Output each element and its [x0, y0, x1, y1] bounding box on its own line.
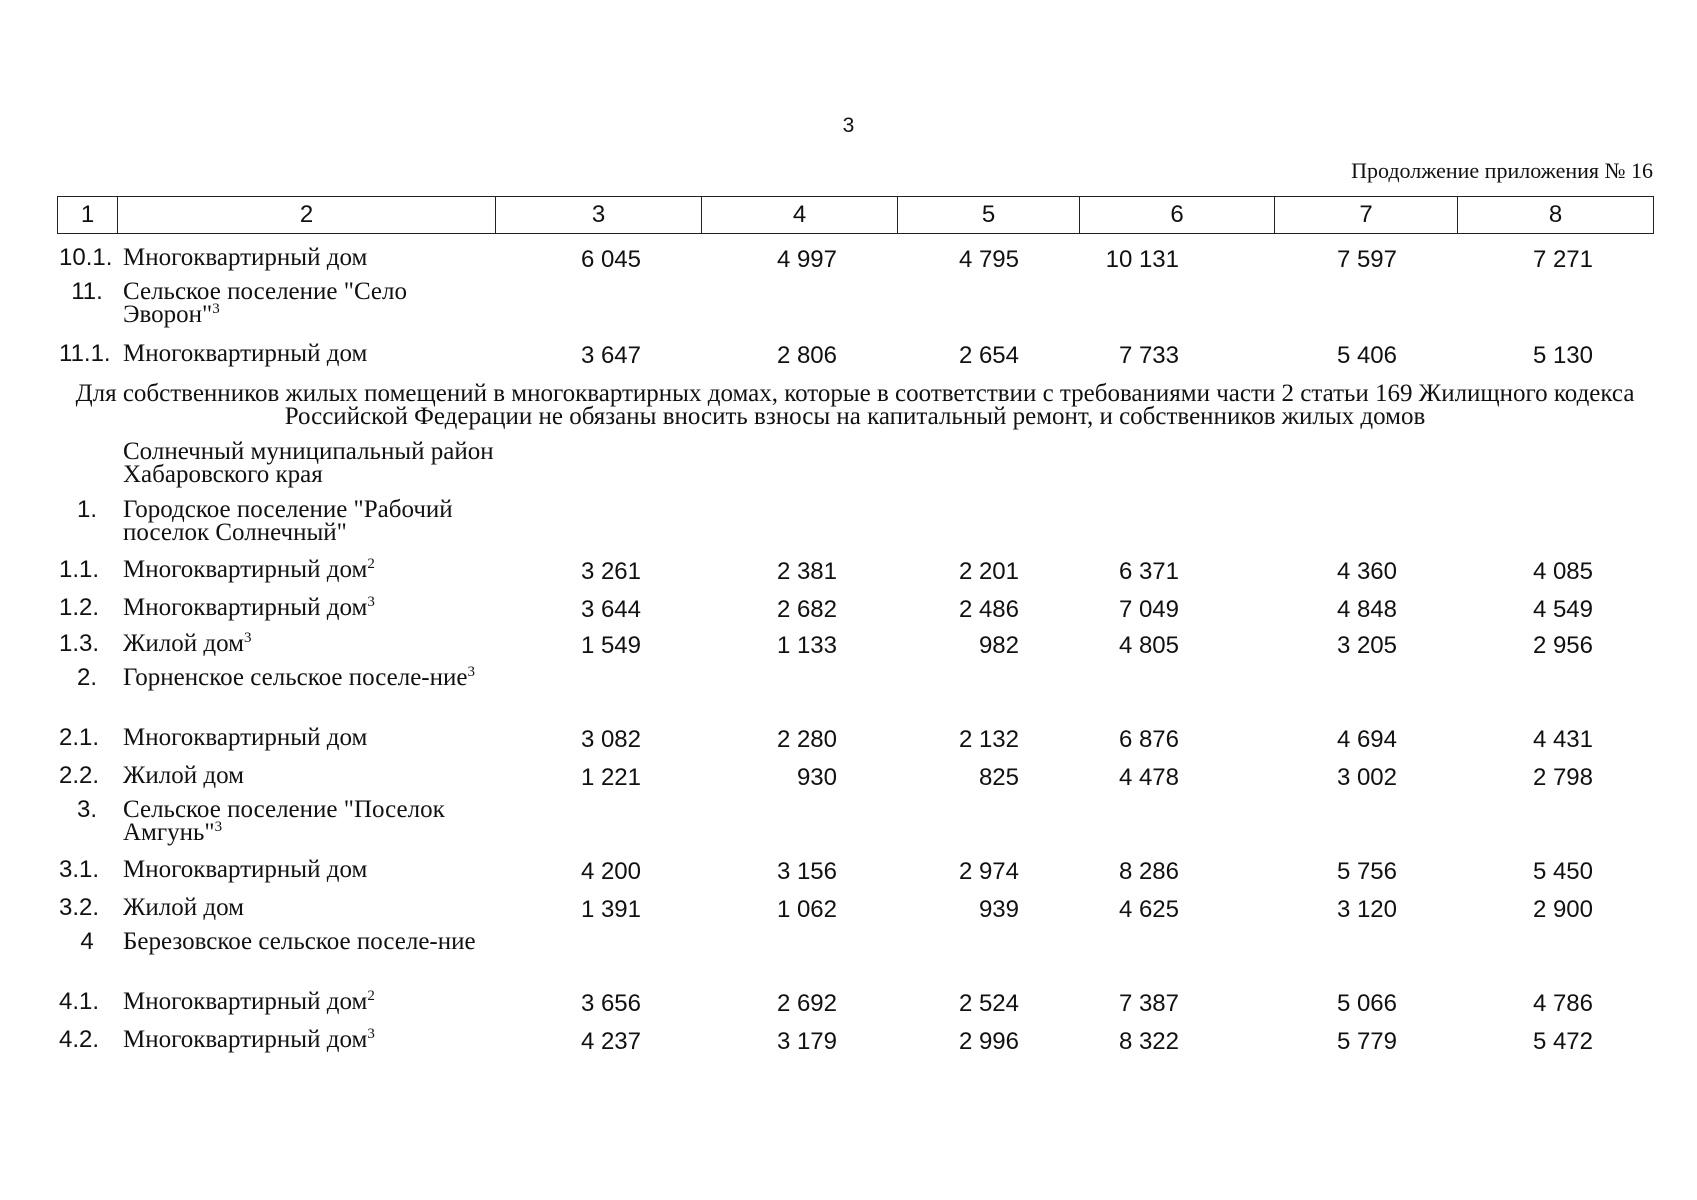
- value-cell: [701, 494, 897, 554]
- row-name-text: Многоквартирный дом: [123, 1026, 368, 1053]
- row-name-text: Многоквартирный дом: [123, 594, 368, 621]
- value-cell: [1079, 926, 1274, 986]
- column-header-cell: 4: [702, 197, 898, 234]
- value-cell: [701, 436, 897, 494]
- value-cell: [1457, 926, 1653, 986]
- value-cell: [1457, 436, 1653, 494]
- value-cell: 5 406: [1336, 342, 1397, 369]
- row-name-text: Березовское сельское поселе-ние: [123, 928, 476, 955]
- value-cell: 1 391: [580, 896, 641, 923]
- value-cell: 2 654: [958, 342, 1019, 369]
- row-name: [117, 892, 495, 926]
- row-name: [117, 1024, 495, 1058]
- table-row: [57, 986, 1653, 1024]
- value-cell: [495, 436, 701, 494]
- value-cell: 2 806: [776, 342, 837, 369]
- row-number: 2.1.: [59, 724, 100, 751]
- value-cell: [897, 436, 1079, 494]
- row-name-text: Многоквартирный дом: [123, 724, 368, 751]
- value-cell: 4 625: [1118, 896, 1179, 923]
- column-header-cell: 1: [58, 197, 118, 234]
- column-header-cell: 8: [1458, 197, 1654, 234]
- row-number: 3.2.: [59, 894, 100, 921]
- row-number: 1.: [76, 496, 97, 523]
- value-cell: 5 066: [1336, 990, 1397, 1017]
- table-row: [57, 1024, 1653, 1058]
- table-row: [57, 338, 1653, 376]
- continuation-label: Продолжение приложения № 16: [1351, 158, 1653, 183]
- row-name: [117, 494, 495, 554]
- value-cell: [701, 794, 897, 854]
- row-name-text: Жилой дом: [123, 894, 244, 921]
- row-name: [117, 242, 495, 276]
- row-number: 11.1.: [59, 340, 111, 367]
- value-cell: 4 694: [1336, 726, 1397, 753]
- value-cell: 5 450: [1532, 858, 1593, 885]
- value-cell: 3 644: [580, 596, 641, 623]
- footnote-marker: 3: [367, 1026, 375, 1042]
- value-cell: 3 656: [580, 990, 641, 1017]
- value-cell: 4 478: [1118, 764, 1179, 791]
- value-cell: 2 974: [958, 858, 1019, 885]
- footnote-marker: 2: [367, 556, 375, 572]
- value-cell: 5 779: [1336, 1028, 1397, 1055]
- column-header-row: [58, 197, 1654, 234]
- value-cell: [1274, 926, 1457, 986]
- page-number: 3: [842, 114, 855, 137]
- row-number: 3.: [76, 796, 97, 823]
- value-cell: 1 062: [776, 896, 837, 923]
- table-body-bottom: [57, 436, 1653, 1058]
- value-cell: [1457, 794, 1653, 854]
- row-name-text: Жилой дом: [123, 630, 244, 657]
- row-name-text: Многоквартирный дом: [123, 340, 368, 367]
- footnote-marker: 3: [214, 819, 223, 835]
- footnote-marker: 3: [467, 664, 475, 680]
- value-cell: 5 130: [1532, 342, 1593, 369]
- value-cell: 3 205: [1336, 632, 1397, 659]
- value-cell: 10 131: [1105, 246, 1179, 273]
- row-number: 4: [80, 928, 94, 955]
- table-row: [57, 628, 1653, 662]
- table-row: [57, 494, 1653, 554]
- column-header-cell: 2: [118, 197, 496, 234]
- value-cell: 2 381: [776, 558, 837, 585]
- row-number: 4.1.: [59, 988, 100, 1015]
- value-cell: [1079, 436, 1274, 494]
- table-row: [57, 662, 1653, 722]
- row-name-text: Сельское поселение "Село Эворон": [123, 278, 408, 328]
- value-cell: 4 200: [580, 858, 641, 885]
- value-cell: 982: [978, 632, 1019, 659]
- row-name-text: Городское поселение "Рабочий поселок Солнечный": [123, 496, 453, 546]
- row-name-text: Жилой дом: [123, 762, 244, 789]
- value-cell: 2 280: [776, 726, 837, 753]
- value-cell: 6 045: [580, 246, 641, 273]
- value-cell: [1274, 436, 1457, 494]
- row-number: 1.1.: [59, 556, 100, 583]
- value-cell: 6 371: [1118, 558, 1179, 585]
- value-cell: 3 156: [776, 858, 837, 885]
- value-cell: [1079, 662, 1274, 722]
- value-cell: [1274, 794, 1457, 854]
- table-row: [57, 854, 1653, 892]
- notice-text: Для собственников жилых помещений в многоквартирных домах, которые в соответствии с требованиями части 2 статьи 169 Жилищного кодекса Российской Федерации не обязаны вносить взносы на капитальный ремонт, и собственников жилых домов: [75, 380, 1635, 430]
- table-row: [57, 276, 1653, 338]
- value-cell: [897, 276, 1079, 338]
- table-row: [57, 436, 1653, 494]
- value-cell: 930: [796, 764, 837, 791]
- value-cell: 3 261: [580, 558, 641, 585]
- value-cell: 5 756: [1336, 858, 1397, 885]
- row-name: [117, 760, 495, 794]
- table-row: [57, 242, 1653, 276]
- column-header-cell: 6: [1080, 197, 1275, 234]
- value-cell: 2 682: [776, 596, 837, 623]
- row-name: [117, 338, 495, 376]
- value-cell: 2 900: [1532, 896, 1593, 923]
- value-cell: 4 805: [1118, 632, 1179, 659]
- table-row: [57, 892, 1653, 926]
- value-cell: 4 786: [1532, 990, 1593, 1017]
- value-cell: 7 733: [1118, 342, 1179, 369]
- row-name: [117, 554, 495, 592]
- value-cell: 4 549: [1532, 596, 1593, 623]
- value-cell: 3 647: [580, 342, 641, 369]
- table-row: [57, 926, 1653, 986]
- value-cell: [1274, 494, 1457, 554]
- value-cell: 825: [978, 764, 1019, 791]
- value-cell: 939: [978, 896, 1019, 923]
- row-number: 2.: [76, 664, 97, 691]
- table-body-top: [57, 242, 1653, 376]
- row-number: 1.2.: [59, 594, 100, 621]
- value-cell: [1457, 662, 1653, 722]
- value-cell: [495, 276, 701, 338]
- value-cell: [1079, 794, 1274, 854]
- value-cell: 5 472: [1532, 1028, 1593, 1055]
- row-number: 10.1.: [59, 244, 113, 271]
- value-cell: 3 179: [776, 1028, 837, 1055]
- row-name: [117, 662, 495, 722]
- row-name: [117, 592, 495, 628]
- value-cell: 7 049: [1118, 596, 1179, 623]
- row-name-text: Многоквартирный дом: [123, 988, 368, 1015]
- row-name: [117, 854, 495, 892]
- footnote-marker: 3: [367, 594, 375, 610]
- value-cell: 4 795: [958, 246, 1019, 273]
- value-cell: [495, 662, 701, 722]
- value-cell: [495, 926, 701, 986]
- row-name-text: Многоквартирный дом: [123, 556, 368, 583]
- row-number: 2.2.: [59, 762, 100, 789]
- row-name: [117, 722, 495, 760]
- row-name-text: Горненское сельское поселе-ние: [123, 664, 468, 691]
- row-name: [117, 926, 495, 986]
- value-cell: 1 221: [580, 764, 641, 791]
- value-cell: 1 549: [580, 632, 641, 659]
- row-number: 3.1.: [59, 856, 100, 883]
- value-cell: 4 085: [1532, 558, 1593, 585]
- row-name-text: Сельское поселение "Поселок Амгунь": [123, 796, 445, 846]
- table-row: [57, 794, 1653, 854]
- row-name-text: Многоквартирный дом: [123, 856, 368, 883]
- row-number: 1.3.: [59, 630, 100, 657]
- row-name: [117, 628, 495, 662]
- value-cell: 2 996: [958, 1028, 1019, 1055]
- value-cell: [701, 276, 897, 338]
- value-cell: 6 876: [1118, 726, 1179, 753]
- row-number: 4.2.: [59, 1026, 100, 1053]
- value-cell: 4 997: [776, 246, 837, 273]
- value-cell: [701, 926, 897, 986]
- value-cell: 3 120: [1336, 896, 1397, 923]
- table-row: [57, 592, 1653, 628]
- value-cell: [495, 494, 701, 554]
- value-cell: [495, 794, 701, 854]
- value-cell: [1274, 662, 1457, 722]
- row-number: [57, 436, 117, 494]
- value-cell: 8 286: [1118, 858, 1179, 885]
- table-row: [57, 554, 1653, 592]
- value-cell: 2 201: [958, 558, 1019, 585]
- value-cell: 7 387: [1118, 990, 1179, 1017]
- table-row: [57, 760, 1653, 794]
- value-cell: 4 431: [1532, 726, 1593, 753]
- value-cell: 7 597: [1336, 246, 1397, 273]
- value-cell: [1457, 494, 1653, 554]
- value-cell: [897, 662, 1079, 722]
- value-cell: 2 486: [958, 596, 1019, 623]
- row-name: [117, 794, 495, 854]
- value-cell: 2 798: [1532, 764, 1593, 791]
- row-number: 11.: [71, 278, 103, 305]
- value-cell: 8 322: [1118, 1028, 1179, 1055]
- row-name: [117, 436, 495, 494]
- footnote-marker: 3: [212, 301, 220, 317]
- column-header-table: [57, 196, 1654, 234]
- value-cell: 3 002: [1336, 764, 1397, 791]
- value-cell: 2 692: [776, 990, 837, 1017]
- footnote-marker: 2: [367, 988, 375, 1004]
- column-header-cell: 7: [1275, 197, 1458, 234]
- value-cell: [1274, 276, 1457, 338]
- data-table: [57, 242, 1653, 1058]
- footnote-marker: 3: [243, 630, 252, 646]
- notice-section: [57, 376, 1653, 436]
- value-cell: 4 360: [1336, 558, 1397, 585]
- value-cell: 3 082: [580, 726, 641, 753]
- value-cell: 2 132: [958, 726, 1019, 753]
- row-name-text: Солнечный муниципальный район Хабаровского края: [123, 438, 494, 488]
- value-cell: 2 956: [1532, 632, 1593, 659]
- value-cell: 1 133: [776, 632, 837, 659]
- value-cell: [897, 926, 1079, 986]
- table-row: [57, 722, 1653, 760]
- row-name: [117, 986, 495, 1024]
- column-header-cell: 3: [496, 197, 702, 234]
- column-header-cell: 5: [898, 197, 1080, 234]
- value-cell: [1457, 276, 1653, 338]
- value-cell: [1079, 494, 1274, 554]
- row-name: [117, 276, 495, 338]
- value-cell: [1079, 276, 1274, 338]
- value-cell: 4 848: [1336, 596, 1397, 623]
- value-cell: 4 237: [580, 1028, 641, 1055]
- value-cell: [701, 662, 897, 722]
- value-cell: [897, 794, 1079, 854]
- value-cell: [897, 494, 1079, 554]
- row-name-text: Многоквартирный дом: [123, 244, 368, 271]
- value-cell: 7 271: [1532, 246, 1593, 273]
- value-cell: 2 524: [958, 990, 1019, 1017]
